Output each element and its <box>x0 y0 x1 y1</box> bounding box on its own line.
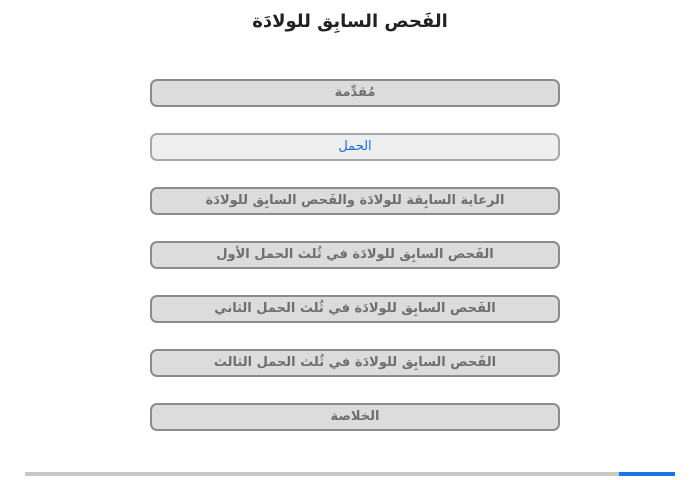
menu-item-introduction[interactable]: مُقدِّمة <box>150 79 560 107</box>
menu-item-third-trimester-screening[interactable]: الفَحص السابِق للولادَة في ثُلث الحمل الثالث <box>150 349 560 377</box>
progress-bar-fill <box>619 472 675 476</box>
page-title: الفَحص السابِق للولادَة <box>252 11 448 32</box>
menu-item-first-trimester-screening[interactable]: الفَحص السابِق للولادَة في ثُلث الحمل الأول <box>150 241 560 269</box>
menu-item-summary[interactable]: الخلاصة <box>150 403 560 431</box>
menu-item-second-trimester-screening[interactable]: الفَحص السابِق للولادَة في ثُلث الحمل الثاني <box>150 295 560 323</box>
lesson-menu <box>150 79 560 457</box>
menu-item-pregnancy[interactable]: الحمل <box>150 133 560 161</box>
menu-item-prenatal-care-and-screening[interactable]: الرعاية السابِقة للولادَة والفَحص السابِق للولادَة <box>150 187 560 215</box>
progress-bar <box>25 472 675 476</box>
